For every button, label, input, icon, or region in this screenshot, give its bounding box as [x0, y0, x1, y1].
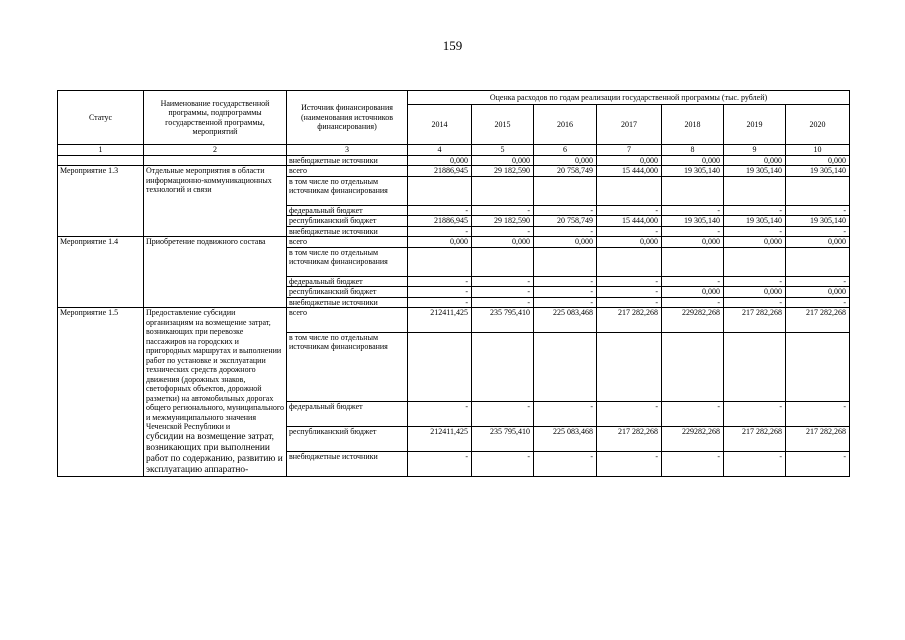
measure-name-continued: субсидии на возмещение затрат, возникающих при выполнении работ по содержанию, развитию и эксплуатацию аппаратно- — [146, 431, 283, 475]
column-number: 2 — [144, 145, 287, 156]
value-cell: - — [724, 401, 786, 426]
value-cell — [534, 247, 597, 276]
value-cell — [597, 247, 662, 276]
budget-table — [57, 90, 850, 477]
value-cell: 0,000 — [662, 237, 724, 248]
value-cell: - — [408, 297, 472, 308]
value-cell: - — [786, 226, 850, 237]
value-cell — [662, 247, 724, 276]
value-cell — [408, 247, 472, 276]
value-cell: - — [662, 451, 724, 476]
value-cell: - — [724, 451, 786, 476]
status-cell: Мероприятие 1.5 — [58, 308, 144, 477]
value-cell: - — [597, 401, 662, 426]
source-cell: федеральный бюджет — [287, 276, 408, 287]
value-cell: - — [408, 451, 472, 476]
header-year: 2019 — [724, 105, 786, 145]
value-cell — [472, 247, 534, 276]
value-cell — [662, 176, 724, 205]
value-cell: - — [472, 297, 534, 308]
value-cell — [472, 176, 534, 205]
value-cell: 0,000 — [408, 237, 472, 248]
value-cell: 0,000 — [786, 237, 850, 248]
source-cell: внебюджетные источники — [287, 451, 408, 476]
value-cell: 235 795,410 — [472, 308, 534, 333]
column-number: 1 — [58, 145, 144, 156]
value-cell — [786, 176, 850, 205]
value-cell: - — [534, 276, 597, 287]
value-cell: - — [408, 205, 472, 216]
value-cell — [724, 247, 786, 276]
value-cell: - — [662, 226, 724, 237]
source-cell: всего — [287, 308, 408, 333]
value-cell: 0,000 — [597, 237, 662, 248]
value-cell — [408, 176, 472, 205]
measure-name-cell — [144, 308, 287, 477]
header-year: 2014 — [408, 105, 472, 145]
value-cell: 0,000 — [597, 155, 662, 166]
value-cell: 0,000 — [786, 287, 850, 298]
value-cell: 15 444,000 — [597, 216, 662, 227]
column-number: 8 — [662, 145, 724, 156]
value-cell: - — [472, 226, 534, 237]
column-number: 9 — [724, 145, 786, 156]
value-cell: 0,000 — [472, 237, 534, 248]
value-cell: 0,000 — [534, 237, 597, 248]
value-cell — [662, 332, 724, 401]
header-year: 2016 — [534, 105, 597, 145]
value-cell: - — [408, 401, 472, 426]
value-cell: - — [534, 226, 597, 237]
value-cell: - — [472, 276, 534, 287]
value-cell: - — [597, 205, 662, 216]
source-cell: республиканский бюджет — [287, 287, 408, 298]
value-cell: 217 282,268 — [786, 308, 850, 333]
value-cell: 29 182,590 — [472, 166, 534, 177]
measure-name-cell — [144, 237, 287, 308]
value-cell: - — [534, 205, 597, 216]
value-cell — [597, 176, 662, 205]
value-cell: - — [724, 297, 786, 308]
value-cell: 19 305,140 — [724, 166, 786, 177]
value-cell: - — [534, 287, 597, 298]
value-cell: 229282,268 — [662, 308, 724, 333]
column-number: 3 — [287, 145, 408, 156]
value-cell: 0,000 — [786, 155, 850, 166]
column-number: 5 — [472, 145, 534, 156]
value-cell: 20 758,749 — [534, 216, 597, 227]
column-numbers-row — [58, 145, 850, 156]
header-estimate: Оценка расходов по годам реализации государственной программы (тыс. рублей) — [408, 91, 850, 105]
value-cell: - — [408, 276, 472, 287]
page-number: 159 — [442, 38, 463, 53]
value-cell: - — [786, 401, 850, 426]
value-cell: 20 758,749 — [534, 166, 597, 177]
header-source: Источник финансирования (наименования источников финансирования) — [287, 91, 408, 145]
value-cell: 225 083,468 — [534, 426, 597, 451]
value-cell: - — [534, 297, 597, 308]
value-cell: - — [597, 451, 662, 476]
value-cell — [724, 176, 786, 205]
source-cell: федеральный бюджет — [287, 205, 408, 216]
value-cell — [408, 332, 472, 401]
value-cell: 29 182,590 — [472, 216, 534, 227]
value-cell: 225 083,468 — [534, 308, 597, 333]
value-cell: - — [597, 287, 662, 298]
header-year: 2018 — [662, 105, 724, 145]
value-cell: 0,000 — [534, 155, 597, 166]
value-cell: - — [534, 401, 597, 426]
value-cell: - — [786, 276, 850, 287]
value-cell: 0,000 — [662, 287, 724, 298]
value-cell: 212411,425 — [408, 308, 472, 333]
column-number: 4 — [408, 145, 472, 156]
source-cell: всего — [287, 166, 408, 177]
value-cell — [534, 176, 597, 205]
source-cell: внебюджетные источники — [287, 155, 408, 166]
value-cell — [472, 332, 534, 401]
header-row — [58, 91, 850, 105]
value-cell: 0,000 — [724, 237, 786, 248]
source-cell: республиканский бюджет — [287, 426, 408, 451]
source-cell: всего — [287, 237, 408, 248]
value-cell: - — [724, 205, 786, 216]
value-cell — [786, 247, 850, 276]
value-cell: 217 282,268 — [724, 426, 786, 451]
column-number: 6 — [534, 145, 597, 156]
source-cell: республиканский бюджет — [287, 216, 408, 227]
value-cell — [786, 332, 850, 401]
header-year: 2015 — [472, 105, 534, 145]
header-year: 2020 — [786, 105, 850, 145]
value-cell — [534, 332, 597, 401]
value-cell: 217 282,268 — [597, 426, 662, 451]
value-cell: - — [534, 451, 597, 476]
value-cell: 0,000 — [724, 287, 786, 298]
value-cell — [724, 332, 786, 401]
table-row — [58, 155, 850, 166]
measure-name: Приобретение подвижного состава — [146, 237, 266, 246]
value-cell: 19 305,140 — [724, 216, 786, 227]
value-cell: - — [786, 205, 850, 216]
value-cell — [597, 332, 662, 401]
value-cell: - — [472, 287, 534, 298]
value-cell: - — [472, 451, 534, 476]
value-cell: 0,000 — [724, 155, 786, 166]
value-cell: - — [786, 451, 850, 476]
header-status: Статус — [58, 91, 144, 145]
value-cell: - — [472, 205, 534, 216]
value-cell: 19 305,140 — [786, 216, 850, 227]
value-cell: - — [597, 276, 662, 287]
status-cell: Мероприятие 1.3 — [58, 166, 144, 237]
value-cell: - — [662, 297, 724, 308]
column-number: 7 — [597, 145, 662, 156]
source-cell: в том числе по отдельным источникам финансирования — [287, 247, 408, 276]
value-cell: 212411,425 — [408, 426, 472, 451]
source-cell: в том числе по отдельным источникам финансирования — [287, 176, 408, 205]
value-cell: - — [472, 401, 534, 426]
measure-name: Предоставление субсидии организациям на возмещение затрат, возникающих при перевозке пассажиров на городских и пригородных маршрутах и выполнении работ по установке и эксплуатации технических средств дорожного движения (дорожных знаков, светофорных объектов, дорожной разметки) на автомобильных дорогах общего регионального, муниципального и межмуниципального значения Чеченской Республики и — [146, 308, 284, 431]
value-cell: - — [662, 401, 724, 426]
value-cell: - — [662, 205, 724, 216]
value-cell: 0,000 — [662, 155, 724, 166]
measure-name-cell — [144, 166, 287, 237]
source-cell: внебюджетные источники — [287, 297, 408, 308]
measure-name: Отдельные мероприятия в области информационно-коммуникационных технологий и связи — [146, 166, 272, 194]
value-cell: 0,000 — [408, 155, 472, 166]
column-number: 10 — [786, 145, 850, 156]
value-cell: - — [724, 226, 786, 237]
value-cell: - — [597, 226, 662, 237]
status-cell: Мероприятие 1.4 — [58, 237, 144, 308]
value-cell: 217 282,268 — [724, 308, 786, 333]
value-cell: - — [597, 297, 662, 308]
value-cell: 19 305,140 — [786, 166, 850, 177]
header-name: Наименование государственной программы, подпрограммы государственной программы, мероприятий — [144, 91, 287, 145]
value-cell: 235 795,410 — [472, 426, 534, 451]
table-row — [58, 308, 850, 333]
value-cell: - — [786, 297, 850, 308]
name-cell — [144, 155, 287, 166]
value-cell: 0,000 — [472, 155, 534, 166]
source-cell: в том числе по отдельным источникам финансирования — [287, 332, 408, 401]
value-cell: 15 444,000 — [597, 166, 662, 177]
value-cell: 229282,268 — [662, 426, 724, 451]
value-cell: - — [408, 226, 472, 237]
table-row — [58, 166, 850, 177]
value-cell: 21886,945 — [408, 166, 472, 177]
header-year: 2017 — [597, 105, 662, 145]
value-cell: 217 282,268 — [597, 308, 662, 333]
source-cell: федеральный бюджет — [287, 401, 408, 426]
table-row — [58, 237, 850, 248]
value-cell: - — [662, 276, 724, 287]
value-cell: - — [408, 287, 472, 298]
value-cell: - — [724, 276, 786, 287]
value-cell: 21886,945 — [408, 216, 472, 227]
value-cell: 217 282,268 — [786, 426, 850, 451]
status-cell — [58, 155, 144, 166]
value-cell: 19 305,140 — [662, 166, 724, 177]
value-cell: 19 305,140 — [662, 216, 724, 227]
source-cell: внебюджетные источники — [287, 226, 408, 237]
